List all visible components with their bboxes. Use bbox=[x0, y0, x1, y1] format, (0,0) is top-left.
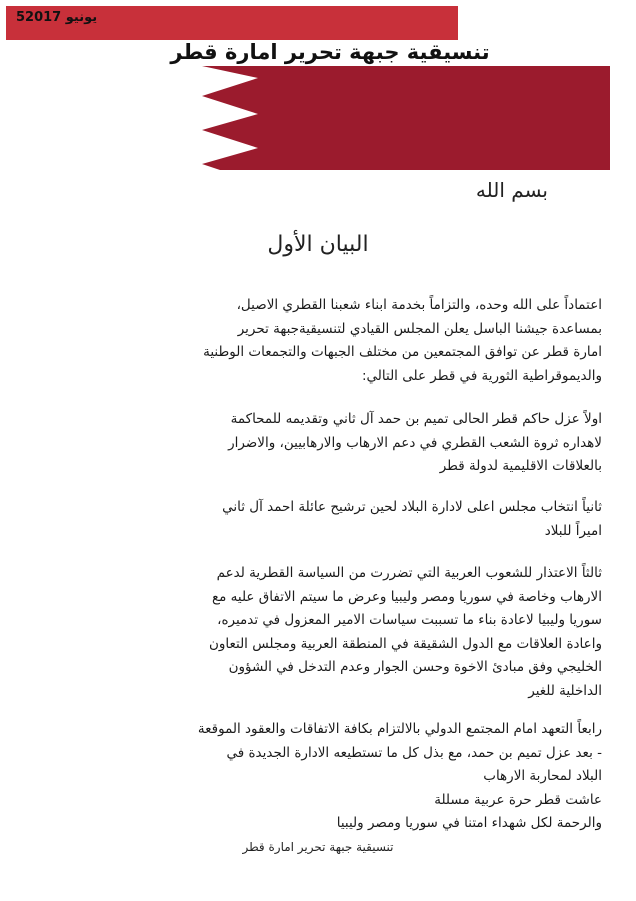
point-one-paragraph bbox=[82, 408, 602, 479]
point-three-line: سوريا وليبيا لاعادة بناء ما تسببت سياسات الامير المعزول في تدميره، bbox=[217, 612, 602, 628]
point-three-paragraph bbox=[82, 562, 602, 703]
closing-line: عاشت قطر حرة عربية مسللة bbox=[434, 791, 602, 808]
point-three-line: واعادة العلاقات مع الدول الشقيقة في المنطقة العربية ومجلس التعاون bbox=[208, 635, 602, 652]
point-three-line: ثالثاً الاعتذار للشعوب العربية التي تضررت من السياسة القطرية لدعم bbox=[216, 565, 602, 581]
intro-line: امارة قطر عن توافق المجتمعين من مختلف الجبهات والتجمعات الوطنية bbox=[203, 344, 602, 360]
date-banner bbox=[6, 6, 458, 40]
intro-line: والديموقراطية الثورية في قطر على التالي: bbox=[361, 367, 602, 384]
point-three-line: الارهاب وخاصة في سوريا ومصر وليبيا وعرض ما سيتم الاتفاق عليه مع bbox=[211, 588, 602, 605]
point-four-line: - بعد عزل تميم بن حمد، مع بذل كل ما تستطيعه الادارة الجديدة في bbox=[226, 744, 602, 761]
qatar-flag-image bbox=[190, 66, 610, 170]
point-two-paragraph bbox=[82, 496, 602, 543]
point-four-line: البلاد لمحاربة الارهاب bbox=[483, 768, 602, 784]
point-three-line: الخليجي وفق مبادئ الاخوة وحسن الجوار وعدم التدخل في الشؤون bbox=[228, 659, 602, 675]
intro-paragraph bbox=[82, 294, 602, 388]
point-two-line: ثانياً انتخاب مجلس اعلى لادارة البلاد لحين ترشيح عائلة احمد آل ثاني bbox=[222, 499, 602, 515]
point-two-line: اميراً للبلاد bbox=[544, 522, 602, 539]
flag-maroon-field bbox=[190, 66, 610, 170]
statement-title: البيان الأول bbox=[267, 232, 369, 257]
header-title: تنسيقية جبهة تحرير امارة قطر bbox=[170, 40, 490, 64]
closing-line: والرحمة لكل شهداء امتنا في سوريا ومصر وليبيا bbox=[336, 815, 602, 831]
point-one-line: بالعلاقات الاقليمية لدولة قطر bbox=[439, 458, 602, 474]
point-four-line: رابعاً التعهد امام المجتمع الدولي بالالتزام بكافة الاتفاقات والعقود الموقعة bbox=[197, 721, 602, 737]
point-one-line: لاهداره ثروة الشعب القطري في دعم الارهاب والارهابيين، والاضرار bbox=[228, 434, 602, 451]
point-one-line: اولاً عزل حاكم قطر الحالى تميم بن حمد آل ثاني وتقديمه للمحاكمة bbox=[230, 411, 602, 427]
point-three-line: الداخلية للغير bbox=[528, 682, 602, 699]
intro-line: اعتماداً على الله وحده، والتزاماً بخدمة ابناء شعبنا القطري الاصيل، bbox=[236, 297, 602, 313]
signature-line: تنسيقية جبهة تحرير امارة قطر bbox=[242, 840, 394, 854]
basmala-heading: بسم الله bbox=[475, 178, 548, 202]
point-four-paragraph bbox=[82, 718, 602, 836]
date-text: 5يونيو 2017 bbox=[16, 10, 98, 25]
intro-line: بمساعدة جيشنا الباسل يعلن المجلس القيادي لتنسيقيةجبهة تحرير bbox=[237, 320, 602, 337]
